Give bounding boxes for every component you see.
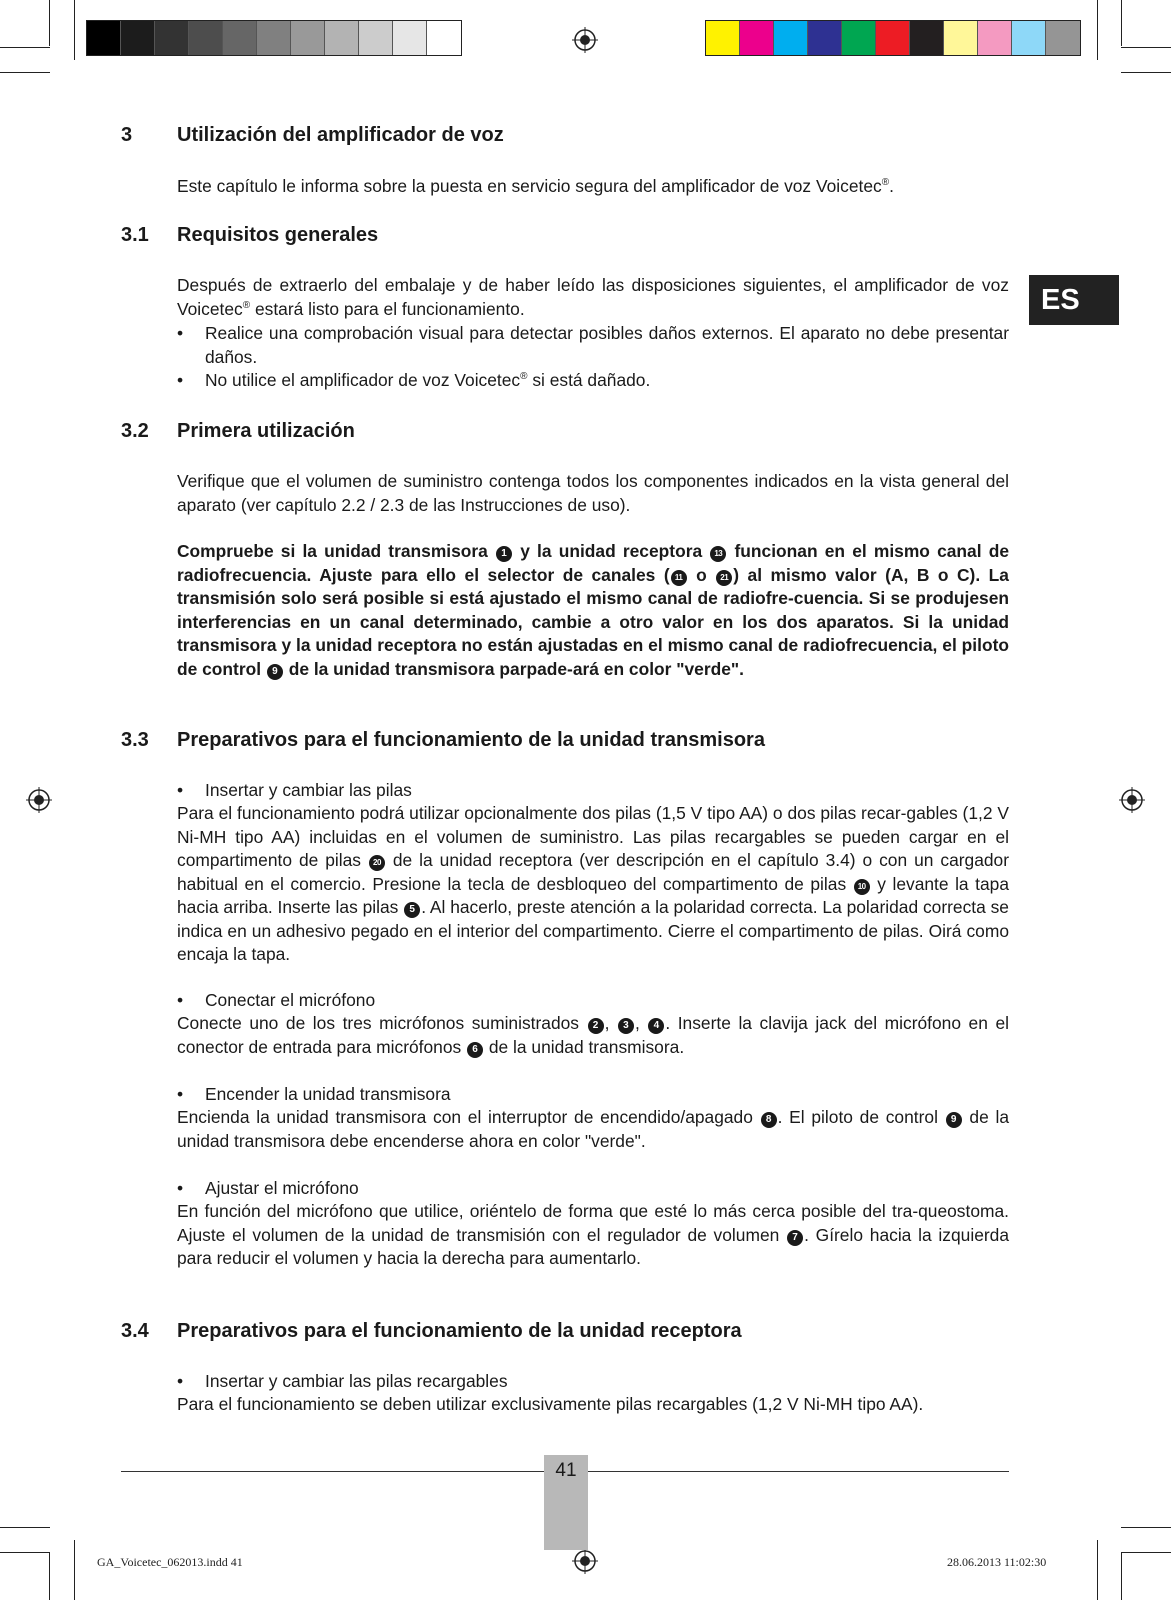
color-swatch: [808, 21, 842, 55]
registration-mark-icon: [572, 1548, 598, 1574]
color-swatch: [740, 21, 774, 55]
gray-swatch: [359, 21, 393, 55]
section-title: Utilización del amplificador de voz: [177, 124, 504, 146]
color-swatch: [944, 21, 978, 55]
crop-mark: [1121, 72, 1171, 73]
process-color-bar: [705, 20, 1081, 56]
callout-3-icon: 3: [618, 1018, 634, 1034]
color-swatch: [1046, 21, 1080, 55]
bold-paragraph: Compruebe si la unidad transmisora 1 y la unidad receptora 13 funcionan en el mismo canal de radiofrecuencia. Ajuste para ello el selector de canales ( 11 o 21 ) al mismo valor (A, B o C). La transmisión solo será posible si está ajustado el mismo canal de radiofre-cuencia. Si se produjesen interferencias en un canal determinado, cambie a otro valor en los dos aparatos. Si la unidad transmisora y la unidad receptora no están ajustadas en el mismo canal de radiofrecuencia, el piloto de control 9 de la unidad transmisora parpade-ará en color "verde".: [177, 541, 1010, 679]
gray-color-bar: [86, 20, 462, 56]
paragraph: Para el funcionamiento se deben utilizar exclusivamente pilas recargables (1,2 V Ni-MH tipo AA).: [177, 1394, 924, 1414]
crop-mark: [74, 1540, 75, 1600]
section-heading-3: [121, 124, 504, 147]
gray-swatch: [325, 21, 359, 55]
crop-mark: [74, 0, 75, 60]
gray-swatch: [155, 21, 189, 55]
paragraph: Conecte uno de los tres micrófonos suministrados 2 , 3 , 4 . Inserte la clavija jack del micrófono en el conector de entrada para micrófonos 6 de la unidad transmisora.: [177, 1013, 1009, 1057]
section-number: 3.2: [121, 420, 149, 442]
gray-swatch: [257, 21, 291, 55]
callout-13-icon: 13: [710, 546, 726, 562]
section-number: 3: [121, 124, 133, 146]
color-swatch: [876, 21, 910, 55]
crop-mark: [0, 47, 50, 48]
paragraph: Este capítulo le informa sobre la puesta en servicio segura del amplificador de voz Voicetec®.: [177, 176, 894, 196]
list-item: • Conectar el micrófono: [177, 989, 1009, 1013]
callout-6-icon: 6: [467, 1042, 483, 1058]
callout-9-icon: 9: [267, 664, 283, 680]
section-heading-3-3: [121, 729, 765, 752]
color-swatch: [706, 21, 740, 55]
section-number: 3.3: [121, 729, 149, 751]
list-item: • Insertar y cambiar las pilas recargables: [177, 1370, 1009, 1394]
page-number: 41: [555, 1460, 577, 1481]
crop-mark: [1121, 1552, 1171, 1553]
bullet-icon: •: [177, 990, 184, 1010]
registration-mark-icon: [26, 787, 52, 813]
footer-rule: [121, 1471, 544, 1472]
callout-9-icon: 9: [946, 1112, 962, 1128]
registration-mark-icon: [1119, 787, 1145, 813]
crop-mark: [1121, 0, 1122, 46]
color-swatch: [1012, 21, 1046, 55]
callout-4-icon: 4: [648, 1018, 664, 1034]
callout-8-icon: 8: [761, 1112, 777, 1128]
callout-21-icon: 21: [716, 570, 732, 586]
registration-mark-icon: [572, 27, 598, 53]
crop-mark: [49, 1553, 50, 1600]
paragraph: Para el funcionamiento podrá utilizar opcionalmente dos pilas (1,5 V tipo AA) o dos pilas recar-gables (1,2 V Ni-MH tipo AA) incluidas en el volumen de suministro. Las pilas recargables se pueden cargar en el compartimento de pilas 20 de la unidad receptora (ver descripción en el capítulo 3.4) o con un cargador habitual en el comercio. Presione la tecla de desbloqueo del compartimento de pilas 10 y levante la tapa hacia arriba. Inserte las pilas 5 . Al hacerlo, preste atención a la polaridad correcta. La polaridad correcta se indica en un adhesivo pegado en el interior del compartimento. Cierre el compartimento de pilas. Oirá como encaja la tapa.: [177, 803, 1010, 964]
callout-2-icon: 2: [588, 1018, 604, 1034]
color-swatch: [910, 21, 944, 55]
callout-10-icon: 10: [854, 879, 870, 895]
gray-swatch: [427, 21, 461, 55]
bullet-icon: •: [177, 323, 184, 343]
crop-mark: [0, 1527, 50, 1528]
callout-1-icon: 1: [496, 546, 512, 562]
paragraph: Verifique que el volumen de suministro contenga todos los componentes indicados en la vista general del aparato (ver capítulo 2.2 / 2.3 de las Instrucciones de uso).: [177, 471, 1009, 515]
color-swatch: [842, 21, 876, 55]
slug-timestamp: 28.06.2013 11:02:30: [947, 1555, 1047, 1569]
crop-mark: [1097, 1540, 1098, 1600]
color-swatch: [774, 21, 808, 55]
crop-mark: [49, 0, 50, 46]
crop-mark: [1121, 1527, 1171, 1528]
footer-rule: [588, 1471, 1009, 1472]
gray-swatch: [291, 21, 325, 55]
bullet-icon: •: [177, 1371, 184, 1391]
bullet-icon: •: [177, 1084, 184, 1104]
language-tab: ES: [1029, 275, 1119, 325]
paragraph: En función del micrófono que utilice, oriéntelo de forma que esté lo más cerca posible del tra-queostoma. Ajuste el volumen de la unidad de transmisión con el regulador de volumen 7 . Gírelo hacia la izquierda para reducir el volumen y hacia la derecha para aumentarlo.: [177, 1201, 1010, 1268]
callout-20-icon: 20: [369, 855, 385, 871]
section-title: Primera utilización: [177, 420, 355, 442]
color-swatch: [978, 21, 1012, 55]
section-number: 3.1: [121, 224, 149, 246]
crop-mark: [0, 1552, 50, 1553]
callout-11-icon: 11: [671, 570, 687, 586]
callout-5-icon: 5: [404, 902, 420, 918]
crop-mark: [0, 72, 50, 73]
slug-filename: GA_Voicetec_062013.indd 41: [97, 1555, 243, 1569]
section-title: Requisitos generales: [177, 224, 379, 246]
bullet-icon: •: [177, 780, 184, 800]
gray-swatch: [121, 21, 155, 55]
list-item: • Realice una comprobación visual para detectar posibles daños externos. El aparato no debe presentar daños.: [177, 323, 1009, 367]
list-item: • Encender la unidad transmisora: [177, 1083, 1009, 1107]
paragraph: Encienda la unidad transmisora con el interruptor de encendido/apagado 8 . El piloto de control 9 de la unidad transmisora debe encenderse ahora en color "verde".: [177, 1107, 1010, 1151]
gray-swatch: [189, 21, 223, 55]
bullet-icon: •: [177, 1178, 184, 1198]
crop-mark: [1121, 1553, 1122, 1600]
callout-7-icon: 7: [787, 1230, 803, 1246]
section-title: Preparativos para el funcionamiento de la unidad receptora: [177, 1320, 742, 1342]
crop-mark: [1097, 0, 1098, 60]
crop-mark: [1121, 47, 1171, 48]
section-heading-3-1: [121, 224, 378, 247]
gray-swatch: [87, 21, 121, 55]
list-item: • Ajustar el micrófono: [177, 1177, 1009, 1201]
section-heading-3-4: [121, 1320, 742, 1343]
gray-swatch: [223, 21, 257, 55]
section-number: 3.4: [121, 1320, 149, 1342]
bullet-icon: •: [177, 370, 184, 390]
section-heading-3-2: [121, 420, 355, 443]
paragraph: Después de extraerlo del embalaje y de haber leído las disposiciones siguientes, el amplificador de voz Voicetec® estará listo para el funcionamiento.: [177, 275, 1009, 319]
gray-swatch: [393, 21, 427, 55]
list-item: • Insertar y cambiar las pilas: [177, 779, 1009, 803]
section-title: Preparativos para el funcionamiento de la unidad transmisora: [177, 729, 765, 751]
list-item: • No utilice el amplificador de voz Voicetec® si está dañado.: [177, 369, 1009, 393]
